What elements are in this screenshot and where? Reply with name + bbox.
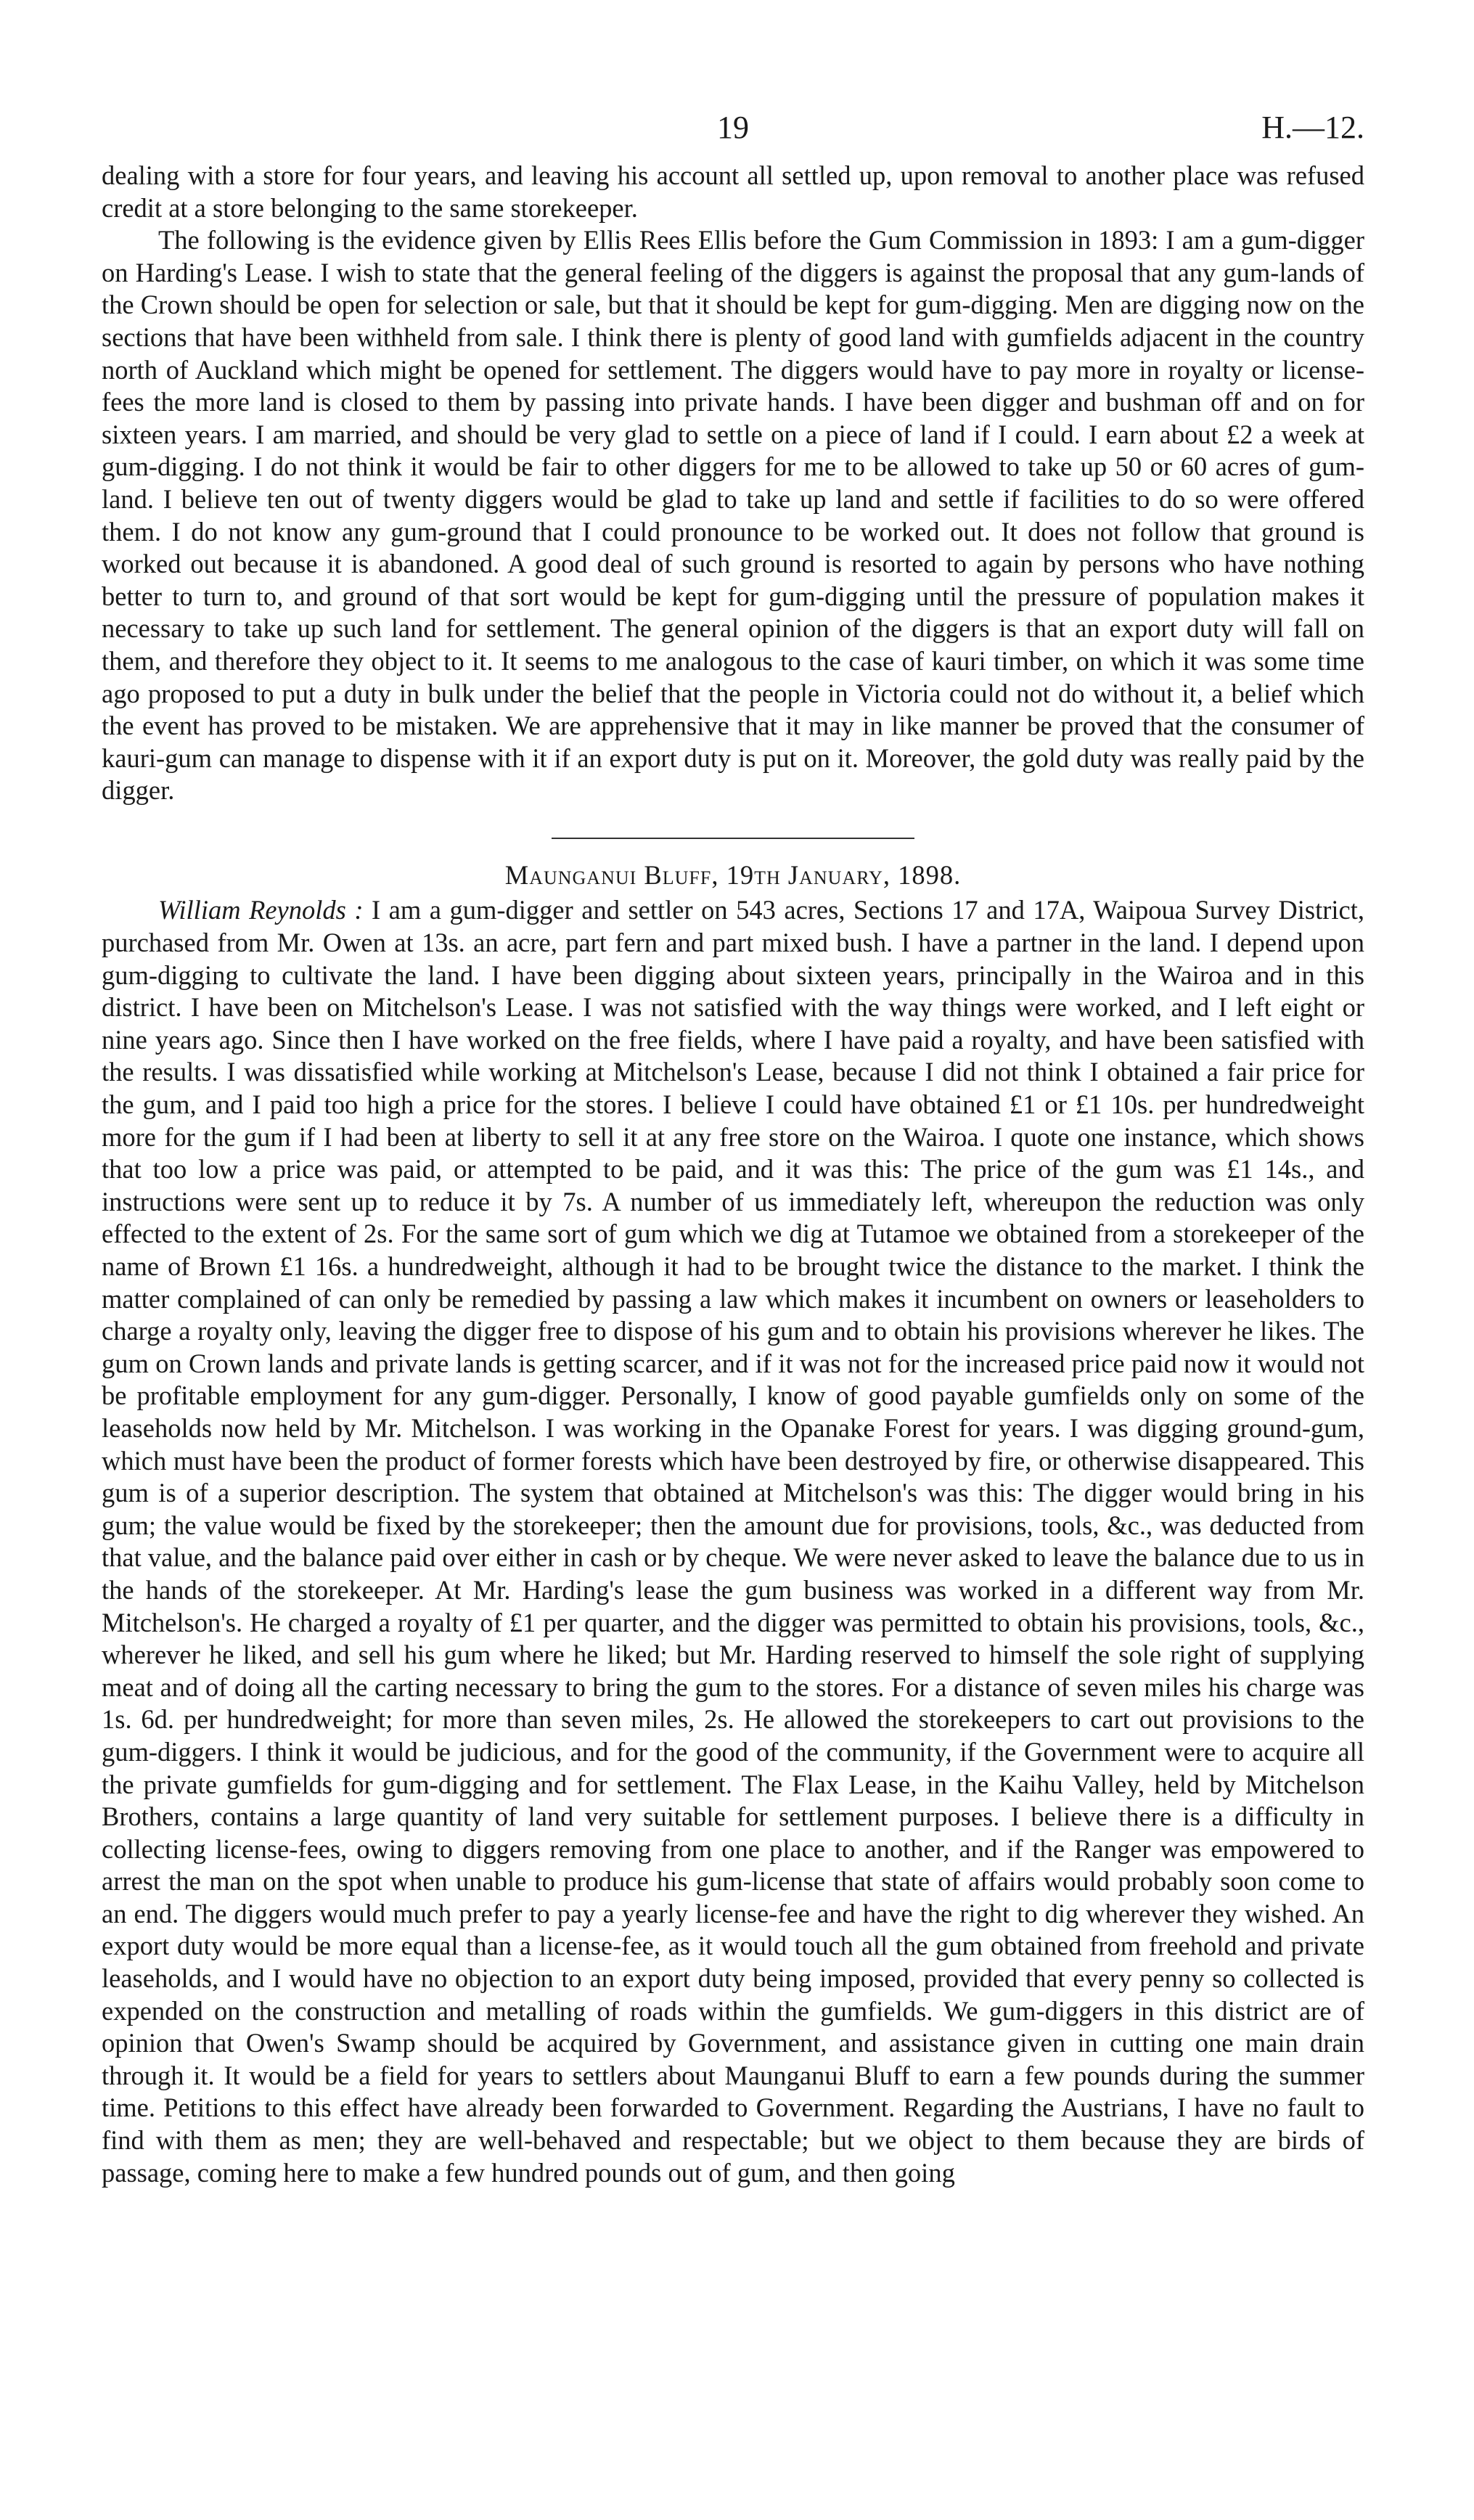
running-head bbox=[102, 109, 1364, 160]
reynolds-testimony-paragraph bbox=[102, 894, 1364, 2189]
report-code: H.—12. bbox=[1261, 110, 1364, 145]
testimony-text: I am a gum-digger and settler on 543 acres, Sections 17 and 17A, Waipoua Survey District, purchased from Mr. Owen at 13s. an acre, part fern and part mixed bush. I have a partner in the land. I depend upon gum-digging to cultivate the land. I have been digging about sixteen years, principally in the Wairoa and in this district. I have been on Mitchelson's Lease. I was not satisfied with the way things were worked, and I left eight or nine years ago. Since then I have worked on the free fields, where I have paid a royalty, and have been satisfied with the results. I was dissatisfied while working at Mitchelson's Lease, because I did not think I obtained a fair price for the gum, and I paid too high a price for the stores. I believe I could have obtained £1 or £1 10s. per hundredweight more for the gum if I had been at liberty to sell it at any free store on the Wairoa. I quote one instance, which shows that too low a price was paid, or attempted to be paid, and it was this: The price of the gum was £1 14s., and instructions were sent up to reduce it by 7s. A number of us immediately left, whereupon the reduction was only effected to the extent of 2s. For the same sort of gum which we dig at Tutamoe we obtained from a storekeeper of the name of Brown £1 16s. a hundredweight, although it had to be brought twice the distance to the market. I think the matter complained of can only be remedied by passing a law which makes it incumbent on owners or leaseholders to charge a royalty only, leaving the digger free to dispose of his gum and to obtain his provisions wherever he likes. The gum on Crown lands and private lands is getting scarcer, and if it was not for the increased price paid now it would not be profitable employment for any gum-digger. Personally, I know of good payable gumfields only on some of the leaseholds now held by Mr. Mitchelson. I was working in the Opanake Forest for years. I was digging ground-gum, which must have been the product of former forests which have been destroyed by fire, or otherwise disappeared. This gum is of a superior description. The system that obtained at Mitchelson's was this: The digger would bring in his gum; the value would be fixed by the storekeeper; then the amount due for provisions, tools, &c., was deducted from that value, and the balance paid over either in cash or by cheque. We were never asked to leave the balance due to us in the hands of the storekeeper. At Mr. Harding's lease the gum business was worked in a different way from Mr. Mitchelson's. He charged a royalty of £1 per quarter, and the digger was permitted to obtain his provisions, tools, &c., wherever he liked, and sell his gum where he liked; but Mr. Harding reserved to himself the sole right of supplying meat and of doing all the carting necessary to bring the gum to the stores. For a distance of seven miles his charge was 1s. 6d. per hundredweight; for more than seven miles, 2s. He allowed the storekeepers to cart out provisions to the gum-diggers. I think it would be judicious, and for the good of the community, if the Government were to acquire all the private gumfields for gum-digging and for settlement. The Flax Lease, in the Kaihu Valley, held by Mitchelson Brothers, contains a large quantity of land very suitable for settlement purposes. I believe there is a difficulty in collecting license-fees, owing to diggers removing from one place to another, and if the Ranger was empowered to arrest the man on the spot when unable to produce his gum-license that state of affairs would probably soon come to an end. The diggers would much prefer to pay a yearly license-fee and have the right to dig wherever they wished. An export duty would be more equal than a license-fee, as it would touch all the gum obtained from freehold and private leaseholds, and I would have no objection to an export duty being imposed, provided that every penny so collected is expended on the construction and metalling of roads within the gumfields. We gum-diggers in this district are of opinion that Owen's Swamp should be acquired by Government, and assistance given in cutting one main drain through it. It would be a field for years to settlers about Maunganui Bluff to earn a few pounds during the summer time. Petitions to this effect have already been forwarded to Government. Regarding the Austrians, I have no fault to find with them as men; they are well-behaved and respectable; but we object to them because they are birds of passage, coming here to make a few hundred pounds out of gum, and then going bbox=[102, 895, 1365, 2188]
section-heading: Maunganui Bluff, 19th January, 1898. bbox=[504, 859, 962, 890]
speaker-name: William Reynolds : bbox=[158, 895, 364, 925]
page-number: 19 bbox=[717, 110, 749, 145]
section-divider bbox=[552, 838, 914, 839]
ellis-evidence-paragraph: The following is the evidence given by Ellis Rees Ellis before the Gum Commission in 1893: I am a gum-digger on Harding's Lease. I wish to state that the general feeling of the diggers is against the proposal that any gum-lands of the Crown should be open for selection or sale, but that it should be kept for gum-digging. Men are digging now on the sections that have been withheld from sale. I think there is plenty of good land with gumfields adjacent in the country north of Auckland which might be opened for settlement. The diggers would have to pay more in royalty or license-fees the more land is closed to them by passing into private hands. I have been digger and bushman off and on for sixteen years. I am married, and should be very glad to settle on a piece of land if I could. I earn about £2 a week at gum-digging. I do not think it would be fair to other diggers for me to be allowed to take up 50 or 60 acres of gum-land. I believe ten out of twenty diggers would be glad to take up land and settle if facilities to do so were offered them. I do not know any gum-ground that I could pronounce to be worked out. It does not follow that ground is worked out because it is abandoned. A good deal of such ground is resorted to again by persons who have nothing better to turn to, and ground of that sort would be kept for gum-digging until the pressure of population makes it necessary to take up such land for settlement. The general opinion of the diggers is that an export duty will fall on them, and therefore they object to it. It seems to me analogous to the case of kauri timber, on which it was some time ago proposed to put a duty in bulk under the belief that the people in Victoria could not do without it, a belief which the event has proved to be mistaken. We are apprehensive that it may in like manner be proved that the consumer of kauri-gum can manage to dispense with it if an export duty is put on it. Moreover, the gold duty was really paid by the digger. bbox=[102, 225, 1364, 806]
continuation-paragraph: dealing with a store for four years, and leaving his account all settled up, upon removal to another place was refused credit at a store belonging to the same storekeeper. bbox=[102, 160, 1364, 223]
document-page bbox=[102, 109, 1364, 2189]
